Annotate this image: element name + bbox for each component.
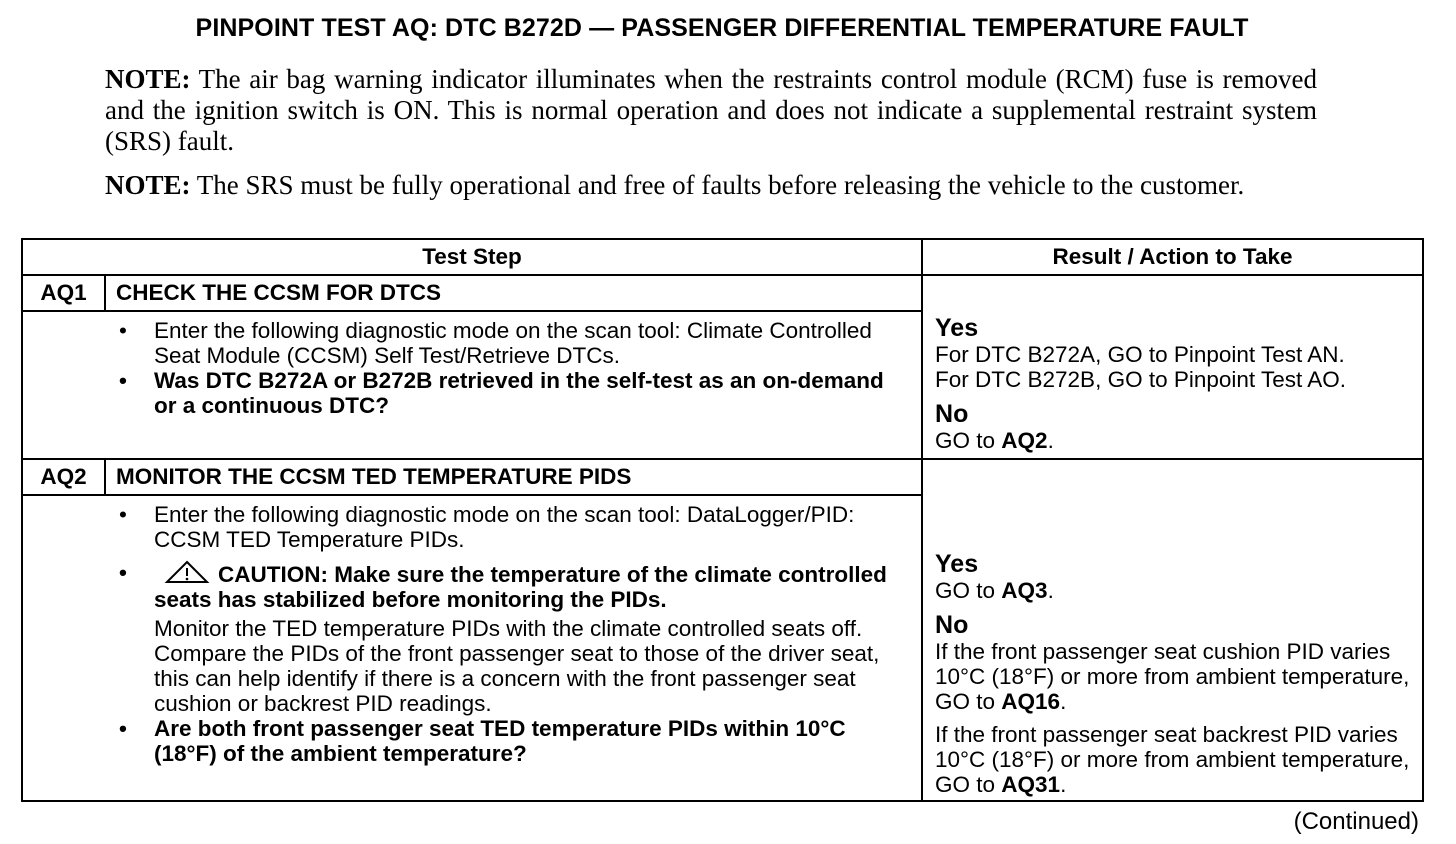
result-text: If the front passenger seat backrest PID varies 10°C (18°F) or more from ambient temperature, GO to [935, 722, 1410, 797]
bullet-text: Enter the following diagnostic mode on the scan tool: Climate Controlled Seat Module (CCSM) Self Test/Retrieve DTCs. [154, 318, 872, 368]
result-line: For DTC B272A, GO to Pinpoint Test AN. [935, 342, 1345, 367]
list-item [23, 368, 921, 418]
result-text: GO to [935, 428, 1002, 453]
table-row [22, 275, 1423, 311]
result-text: If the front passenger seat cushion PID varies 10°C (18°F) or more from ambient temperature, GO to [935, 639, 1410, 714]
table-header-row [22, 239, 1423, 275]
result-line: For DTC B272B, GO to Pinpoint Test AO. [935, 367, 1347, 392]
bullet-text: Enter the following diagnostic mode on the scan tool: DataLogger/PID: CCSM TED Temperature PIDs. [154, 502, 855, 552]
list-item [23, 560, 921, 612]
bullet-icon: • [119, 502, 127, 527]
note-text: The air bag warning indicator illuminates when the restraints control module (RCM) fuse is removed and the ignition switch is ON. This is normal operation and does not indicate a supplemental restraint system (SRS) fault. [105, 64, 1317, 156]
caution-triangle-icon [164, 560, 210, 584]
yes-label: Yes [935, 550, 979, 578]
yes-label: Yes [935, 314, 979, 342]
result-line [935, 639, 1412, 714]
list-item [23, 716, 921, 766]
note-srs-operational [105, 170, 1317, 201]
note-label: NOTE: [105, 64, 191, 94]
step-link: AQ3 [1001, 578, 1048, 603]
step-link: AQ2 [1001, 428, 1048, 453]
step-link: AQ31 [1001, 772, 1061, 797]
result-text: . [1047, 578, 1054, 603]
continued-label: (Continued) [1293, 808, 1419, 835]
list-item [23, 502, 921, 552]
result-text: . [1060, 689, 1067, 714]
header-test-step: Test Step [22, 239, 922, 275]
bullet-text: Was DTC B272A or B272B retrieved in the self-test as an on-demand or a continuous DTC? [154, 368, 884, 418]
header-result-action: Result / Action to Take [922, 239, 1423, 275]
step-title: CHECK THE CCSM FOR DTCS [105, 275, 922, 311]
bullet-text: Are both front passenger seat TED temperature PIDs within 10°C (18°F) of the ambient temperature? [154, 716, 846, 766]
result-text: . [1047, 428, 1054, 453]
note-label: NOTE: [105, 170, 191, 200]
page-title: PINPOINT TEST AQ: DTC B272D — PASSENGER DIFFERENTIAL TEMPERATURE FAULT [195, 14, 1249, 42]
step-link: AQ16 [1001, 689, 1061, 714]
pinpoint-test-table [21, 238, 1424, 802]
caution-body: Monitor the TED temperature PIDs with the climate controlled seats off. Compare the PIDs of the front passenger seat to those of the driver seat, this can help identify if there is a concern with the front passenger seat cushion or backrest PID readings. [154, 616, 880, 716]
result-line [935, 428, 1412, 453]
result-cell [922, 459, 1423, 801]
step-id: AQ1 [22, 275, 105, 311]
result-text: . [1060, 772, 1067, 797]
step-id: AQ2 [22, 459, 105, 495]
result-text: GO to [935, 578, 1002, 603]
table-row [22, 459, 1423, 495]
note-text: The SRS must be fully operational and free of faults before releasing the vehicle to the customer. [190, 170, 1245, 200]
caution-text: CAUTION: Make sure the temperature of the climate controlled seats has stabilized before monitoring the PIDs. [154, 562, 887, 612]
bullet-icon: • [119, 318, 127, 343]
step-body [22, 311, 922, 459]
note-rcm-fuse [105, 64, 1317, 157]
step-title: MONITOR THE CCSM TED TEMPERATURE PIDS [105, 459, 922, 495]
step-body [22, 495, 922, 801]
bullet-icon: • [119, 716, 127, 741]
result-cell [922, 275, 1423, 459]
bullet-icon: • [119, 560, 127, 585]
result-line [935, 722, 1412, 797]
bullet-icon: • [119, 368, 127, 393]
no-label: No [935, 400, 969, 428]
result-line [935, 578, 1412, 603]
list-item [23, 318, 921, 368]
no-label: No [935, 611, 969, 639]
